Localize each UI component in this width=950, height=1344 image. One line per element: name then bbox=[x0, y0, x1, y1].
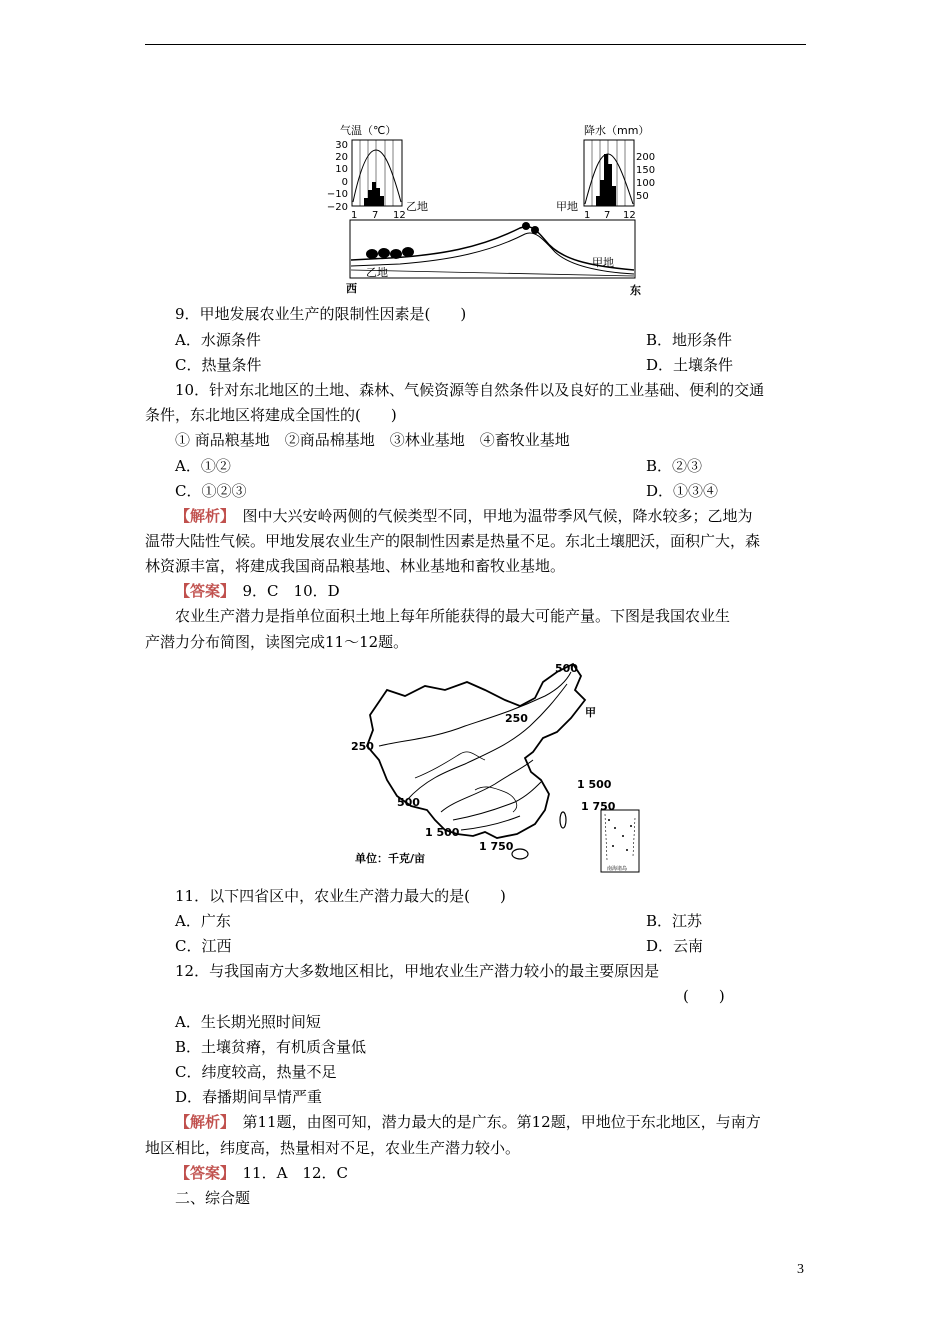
rain-month-ticks bbox=[584, 210, 636, 221]
q11-option-d: D．云南 bbox=[646, 937, 704, 955]
q12-answer-paren: ( ) bbox=[683, 987, 725, 1005]
explanation-tag-2: 【解析】 bbox=[175, 1113, 228, 1131]
explanation-1-line3: 林资源丰富，将建成我国商品粮基地、林业基地和畜牧业基地。 bbox=[145, 557, 566, 575]
agri-potential-map bbox=[345, 660, 645, 878]
q9-option-c: C．热量条件 bbox=[175, 356, 262, 374]
west-label: 西 bbox=[346, 282, 357, 295]
q10-stem-line1: 10．针对东北地区的土地、森林、气候资源等自然条件以及良好的工业基础、便利的交通 bbox=[175, 381, 765, 399]
temp-axis-ticks bbox=[327, 140, 348, 213]
q9-option-b: B．地形条件 bbox=[646, 331, 733, 349]
q11-option-c: C．江西 bbox=[175, 937, 232, 955]
intro-line1: 农业生产潜力是指单位面积土地上每年所能获得的最大可能产量。下图是我国农业生 bbox=[175, 607, 731, 625]
q12-option-b: B．土壤贫瘠，有机质含量低 bbox=[175, 1038, 367, 1056]
header-rule bbox=[145, 44, 806, 45]
explanation-tag: 【解析】 bbox=[175, 507, 228, 525]
svg-text:500: 500 bbox=[397, 796, 420, 809]
answer-2: 【答案】 11．A 12．C bbox=[175, 1164, 348, 1182]
svg-text:10: 10 bbox=[335, 164, 348, 175]
answer-1: 【答案】 9．C 10．D bbox=[175, 582, 340, 600]
label-jia-chart: 甲地 bbox=[556, 200, 578, 213]
q12-option-d: D．春播期间旱情严重 bbox=[175, 1088, 323, 1106]
rain-title: 降水（mm） bbox=[584, 124, 650, 137]
q10-option-d: D．①③④ bbox=[646, 482, 719, 500]
q10-option-b: B．②③ bbox=[646, 457, 703, 475]
svg-text:−10: −10 bbox=[326, 189, 348, 200]
explanation-1-line1: 【解析】 图中大兴安岭两侧的气候类型不同，甲地为温带季风气候，降水较多；乙地为 bbox=[175, 507, 753, 525]
svg-text:1: 1 bbox=[584, 210, 591, 221]
explanation-1-line2: 温带大陆性气候。甲地发展农业生产的限制性因素是热量不足。东北土壤肥沃，面积广大，森 bbox=[145, 532, 761, 550]
q11-option-b: B．江苏 bbox=[646, 912, 703, 930]
map-unit: 单位：千克/亩 bbox=[355, 852, 426, 865]
q9-option-d: D．土壤条件 bbox=[646, 356, 734, 374]
svg-text:30: 30 bbox=[335, 140, 348, 151]
label-jia-section: 甲地 bbox=[592, 256, 614, 269]
label-yi: 乙地 bbox=[406, 200, 428, 213]
page-number: 3 bbox=[797, 1262, 804, 1277]
q10-stem-line2: 条件，东北地区将建成全国性的( ) bbox=[145, 406, 397, 424]
answer-tag-2: 【答案】 bbox=[175, 1164, 228, 1182]
q11-option-a: A．广东 bbox=[175, 912, 231, 930]
svg-text:−20: −20 bbox=[326, 202, 348, 213]
svg-text:7: 7 bbox=[372, 210, 379, 221]
svg-text:0: 0 bbox=[341, 177, 348, 188]
svg-text:1 500: 1 500 bbox=[425, 826, 460, 839]
svg-text:1 750: 1 750 bbox=[479, 840, 514, 853]
q10-items: ① 商品粮基地 ②商品棉基地 ③林业基地 ④畜牧业基地 bbox=[175, 431, 570, 449]
q12-option-c: C．纬度较高，热量不足 bbox=[175, 1063, 337, 1081]
label-yi-section: 乙地 bbox=[366, 266, 388, 279]
svg-text:1 750: 1 750 bbox=[581, 800, 616, 813]
q12-option-a: A．生长期光照时间短 bbox=[175, 1013, 321, 1031]
explanation-2-line2: 地区相比，纬度高，热量相对不足，农业生产潜力较小。 bbox=[145, 1139, 521, 1157]
svg-text:150: 150 bbox=[636, 165, 656, 176]
q9-stem: 9．甲地发展农业生产的限制性因素是( ) bbox=[175, 305, 467, 323]
svg-text:250: 250 bbox=[505, 712, 528, 725]
svg-text:100: 100 bbox=[636, 178, 656, 189]
intro-line2: 产潜力分布简图，读图完成11～12题。 bbox=[145, 633, 409, 651]
q10-option-a: A．①② bbox=[175, 457, 231, 475]
svg-text:1 500: 1 500 bbox=[577, 778, 612, 791]
svg-text:7: 7 bbox=[604, 210, 611, 221]
temp-month-ticks bbox=[351, 210, 406, 221]
rain-axis-ticks bbox=[636, 152, 655, 202]
svg-text:250: 250 bbox=[351, 740, 374, 753]
explanation-2-line1: 【解析】 第11题，由图可知，潜力最大的是广东。第12题，甲地位于东北地区，与南方 bbox=[175, 1113, 761, 1131]
svg-text:1: 1 bbox=[351, 210, 358, 221]
section-heading: 二、综合题 bbox=[175, 1189, 251, 1207]
q10-option-c: C．①②③ bbox=[175, 482, 247, 500]
svg-text:20: 20 bbox=[335, 152, 348, 163]
climate-profile-figure bbox=[326, 120, 656, 298]
svg-text:12: 12 bbox=[623, 210, 636, 221]
svg-text:500: 500 bbox=[555, 662, 578, 675]
q11-stem: 11．以下四省区中，农业生产潜力最大的是( ) bbox=[175, 887, 506, 905]
q9-option-a: A．水源条件 bbox=[175, 331, 261, 349]
temp-title: 气温（℃） bbox=[340, 124, 397, 137]
answer-tag: 【答案】 bbox=[175, 582, 228, 600]
east-label: 东 bbox=[630, 284, 641, 297]
inset-label: 南海诸岛 bbox=[607, 866, 628, 872]
svg-text:200: 200 bbox=[636, 152, 656, 163]
svg-text:甲: 甲 bbox=[585, 706, 596, 719]
svg-text:12: 12 bbox=[393, 210, 406, 221]
svg-text:50: 50 bbox=[636, 191, 649, 202]
q12-stem: 12．与我国南方大多数地区相比，甲地农业生产潜力较小的最主要原因是 bbox=[175, 962, 660, 980]
